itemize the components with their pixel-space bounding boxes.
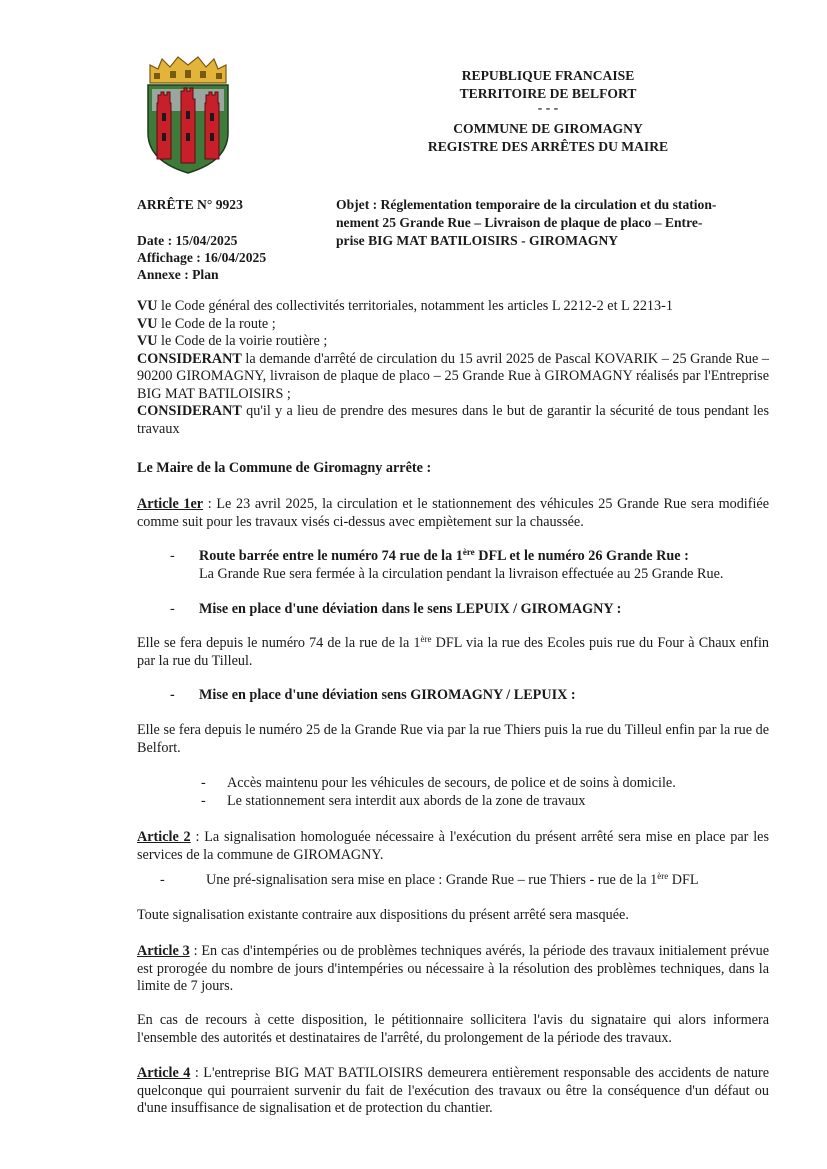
dash-marker: - (170, 687, 175, 703)
considerant-1 (137, 351, 769, 404)
bullet-1-text: La Grande Rue sera fermée à la circulation pendant la livraison effectuée au 25 Grande Rue. (199, 565, 724, 582)
considerant-2-text: qu'il y a lieu de prendre des mesures dans le but de garantir la sécurité de tous pendant les travaux (137, 403, 769, 437)
arrete-annexe: Annexe : Plan (137, 267, 219, 282)
deviation-1-sup: ère (420, 634, 432, 644)
article-1-bullet-3 (170, 687, 770, 705)
vu-word: VU (137, 315, 158, 332)
vu-3-text: le Code de la voirie routière ; (157, 333, 328, 349)
vu-1-text: le Code général des collectivités territoriales, notamment les articles L 2212-2 et L 2213-1 (157, 298, 673, 314)
article-4-text: : L'entreprise BIG MAT BATILOISIRS demeurera entièrement responsable des accidents de nature quelconque qui pourraient survenir du fait de l'exécution des travaux ou être la conséquence d'un défaut ou d'une insuffisance de signalisation et de protection du chantier. (137, 1065, 769, 1116)
vu-word: VU (137, 333, 158, 349)
vu-2-text: le Code de la route ; (157, 315, 276, 332)
bullet-1-title (199, 548, 770, 566)
article-4-label: Article 4 (137, 1065, 191, 1081)
article-2-bullet (160, 872, 770, 890)
article-2-text: : La signalisation homologuée nécessaire à l'exécution du présent arrêté sera mise en place par les services de la commune de GIROMAGNY. (137, 829, 769, 863)
pre-signalisation-sup: ère (657, 871, 669, 881)
deviation-1-text-b: DFL via la rue des Ecoles puis rue du Four à Chaux enfin par la rue du Tilleul. (137, 635, 770, 669)
article-3-recours: En cas de recours à cette disposition, le pétitionnaire sollicitera l'avis du signataire qui alors informera l'ensemble des autorités et destinataires de l'arrêté, du prolongement de la période des travaux. (137, 1012, 769, 1046)
article-1-sub-bullet-2 (201, 793, 761, 811)
dash-marker: - (201, 775, 206, 791)
vu-1 (137, 298, 769, 316)
arrete-date: Date : 15/04/2025 (137, 233, 238, 248)
article-1-label: Article 1er (137, 496, 204, 512)
considerant-1-text: la demande d'arrêté de circulation du 15 avril 2025 de Pascal KOVARIK – 25 Grande Rue – 90200 GIROMAGNY, livraison de plaque de placo – 25 Grande Rue à GIROMAGNY réalisés par l'Entreprise BIG MAT BATILOISIRS ; (137, 350, 769, 402)
header-separator: - - - (537, 100, 559, 115)
article-3 (137, 943, 769, 996)
dash-marker: - (201, 793, 206, 809)
bullet-1-sup: ère (462, 547, 475, 557)
coat-of-arms-logo (140, 55, 236, 175)
pre-signalisation-a: Une pré-signalisation sera mise en place : Grande Rue – rue Thiers - rue de la 1 (206, 872, 658, 888)
objet-block (336, 196, 776, 250)
header-register: REGISTRE DES ARRÊTES DU MAIRE (427, 139, 669, 154)
deviation-1-text-a: Elle se fera depuis le numéro 74 de la rue de la 1 (137, 635, 421, 651)
arrete-affichage: Affichage : 16/04/2025 (137, 250, 267, 265)
article-3-text: : En cas d'intempéries ou de problèmes techniques avérés, la période des travaux initialement prévue est prorogée du nombre de jours d'intempéries ou nécessaire à la résolution des problèmes techniques, dans la limite de 7 jours. (137, 943, 769, 994)
dash-marker: - (170, 548, 175, 564)
sub-bullet-2-text: Le stationnement sera interdit aux abords de la zone de travaux (227, 793, 586, 809)
signalisation-masquee: Toute signalisation existante contraire aux dispositions du présent arrêté sera masquée. (137, 907, 629, 923)
objet-line-3: prise BIG MAT BATILOISIRS - GIROMAGNY (336, 233, 619, 248)
header-commune: COMMUNE DE GIROMAGNY (453, 121, 643, 136)
deviation-2-text: Elle se fera depuis le numéro 25 de la Grande Rue via par la rue Thiers puis la rue du Tilleul enfin par la rue de Belfort. (137, 722, 769, 756)
vu-block (137, 298, 769, 438)
article-1-sub-bullet-1 (201, 775, 761, 793)
pre-signalisation (206, 872, 770, 890)
article-1-text: : Le 23 avril 2025, la circulation et le stationnement des véhicules 25 Grande Rue sera modifiée comme suit pour les travaux visés ci-dessus avec empiètement sur la chaussée. (137, 496, 769, 530)
article-2-label: Article 2 (137, 829, 191, 845)
bullet-3-title: Mise en place d'une déviation sens GIROMAGNY / LEPUIX : (199, 687, 576, 703)
objet-line-2: nement 25 Grande Rue – Livraison de plaque de placo – Entre- (336, 215, 703, 230)
header-republic: REPUBLIQUE FRANCAISE (461, 68, 635, 83)
deviation-1-text (137, 635, 769, 670)
pre-signalisation-b: DFL (668, 872, 699, 888)
dash-marker: - (160, 872, 165, 888)
dash-marker: - (170, 601, 175, 617)
article-1 (137, 496, 769, 531)
article-3-label: Article 3 (137, 943, 190, 959)
article-4 (137, 1065, 769, 1118)
bullet-1-title-a: Route barrée entre le numéro 74 rue de la 1 (199, 548, 463, 564)
article-1-bullet-2 (170, 601, 770, 619)
sub-bullet-1-text: Accès maintenu pour les véhicules de secours, de police et de soins à domicile. (227, 775, 676, 791)
header-territory: TERRITOIRE DE BELFORT (459, 86, 637, 101)
objet-line-1: Objet : Réglementation temporaire de la circulation et du station- (336, 197, 717, 212)
article-1-bullet-1 (170, 548, 770, 583)
bullet-2-title: Mise en place d'une déviation dans le sens LEPUIX / GIROMAGNY : (199, 601, 622, 617)
vu-word: VU (137, 298, 158, 314)
considerant-2 (137, 403, 769, 438)
vu-2 (137, 316, 769, 334)
considerant-word: CONSIDERANT (137, 403, 242, 419)
maire-arrete: Le Maire de la Commune de Giromagny arrête : (137, 460, 432, 476)
considerant-word: CONSIDERANT (137, 350, 242, 367)
arrete-number: ARRÊTE N° 9923 (137, 197, 243, 212)
vu-3 (137, 333, 769, 351)
bullet-1-title-b: DFL et le numéro 26 Grande Rue : (474, 548, 689, 564)
article-2 (137, 829, 769, 864)
